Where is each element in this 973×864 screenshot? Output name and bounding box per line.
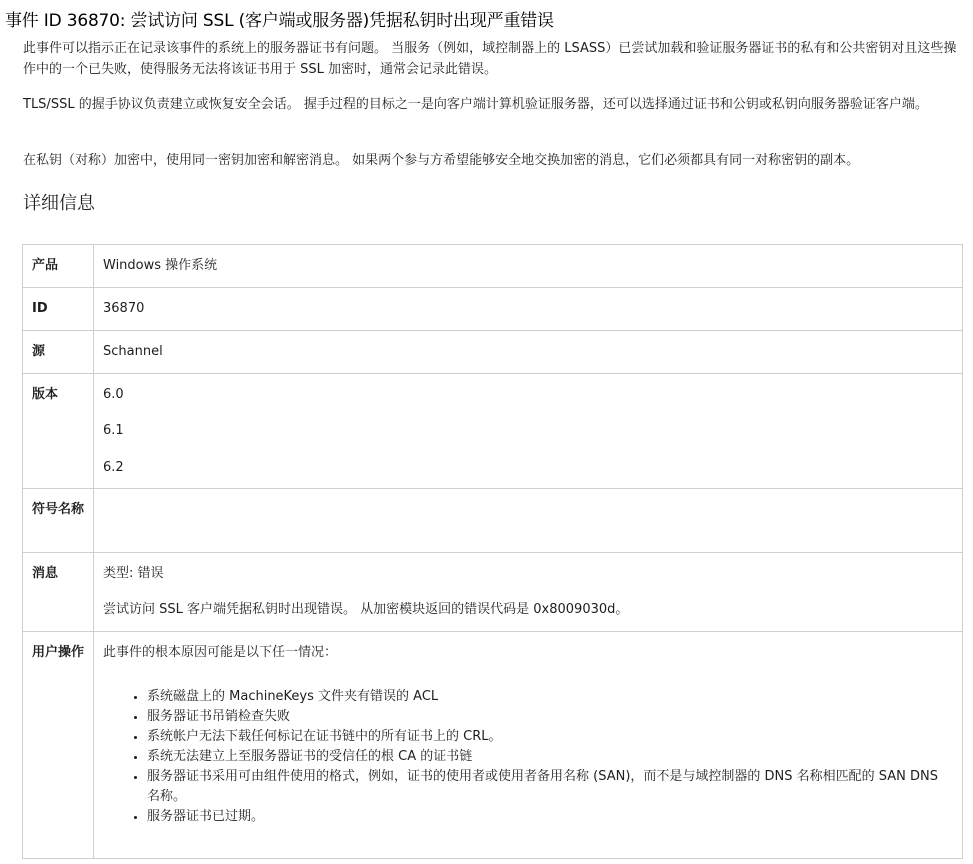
message-value: [94, 553, 963, 632]
details-heading: 详细信息: [23, 193, 95, 214]
page-title: 事件 ID 36870: 尝试访问 SSL (客户端或服务器)凭据私钥时出现严重错误: [5, 11, 554, 31]
intro-paragraph-1: 此事件可以指示正在记录该事件的系统上的服务器证书有问题。 当服务（例如，域控制器上的 LSASS）已尝试加载和验证服务器证书的私有和公共密钥对且这些操作中的一个已失败，使得服务无法将该证书用于 SSL 加密时，通常会记录此错误。: [23, 41, 957, 77]
row-version: [23, 374, 963, 489]
row-source: [23, 331, 963, 374]
symbolic-name-value: [94, 489, 963, 553]
message-label: 消息: [23, 553, 94, 632]
version-value: 6.1: [103, 423, 124, 438]
version-value: 6.2: [103, 460, 124, 475]
intro-paragraph-2: TLS/SSL 的握手协议负责建立或恢复安全会话。 握手过程的目标之一是向客户端计算机验证服务器，还可以选择通过证书和公钥或私钥向服务器验证客户端。: [23, 97, 928, 112]
cause-item: • 服务器证书已过期。: [147, 807, 953, 827]
row-symbolic-name: [23, 489, 963, 553]
intro-paragraph-3: 在私钥（对称）加密中，使用同一密钥加密和解密消息。 如果两个参与方希望能够安全地交换加密的消息，它们必须都具有同一对称密钥的副本。: [23, 153, 860, 168]
cause-item: • 服务器证书吊销检查失败: [147, 707, 953, 727]
row-product: [23, 245, 963, 288]
symbolic-name-label: 符号名称: [23, 489, 94, 553]
product-label: 产品: [23, 245, 94, 288]
cause-item: • 系统磁盘上的 MachineKeys 文件夹有错误的 ACL: [147, 687, 953, 707]
row-id: [23, 288, 963, 331]
id-value: 36870: [94, 288, 963, 331]
row-message: [23, 553, 963, 632]
product-value: Windows 操作系统: [94, 245, 963, 288]
user-action-lead: 此事件的根本原因可能是以下任一情况：: [103, 645, 338, 660]
source-label: 源: [23, 331, 94, 374]
id-label: ID: [23, 288, 94, 331]
version-label: 版本: [23, 374, 94, 489]
details-table: [22, 244, 963, 859]
version-values: [94, 374, 963, 489]
cause-list: [103, 687, 953, 827]
message-text: 尝试访问 SSL 客户端凭据私钥时出现错误。 从加密模块返回的错误代码是 0x8009030d。: [103, 602, 629, 617]
cause-item: • 服务器证书采用可由组件使用的格式，例如，证书的使用者或使用者备用名称 (SAN)，而不是与域控制器的 DNS 名称相匹配的 SAN DNS 名称。: [147, 767, 953, 807]
version-value: 6.0: [103, 387, 124, 402]
message-type: 类型: 错误: [103, 566, 164, 581]
row-user-action: [23, 632, 963, 859]
cause-item: • 系统帐户无法下载任何标记在证书链中的所有证书上的 CRL。: [147, 727, 953, 747]
user-action-label: 用户操作: [23, 632, 94, 859]
source-value: Schannel: [94, 331, 963, 374]
cause-item: • 系统无法建立上至服务器证书的受信任的根 CA 的证书链: [147, 747, 953, 767]
user-action-value: [94, 632, 963, 859]
